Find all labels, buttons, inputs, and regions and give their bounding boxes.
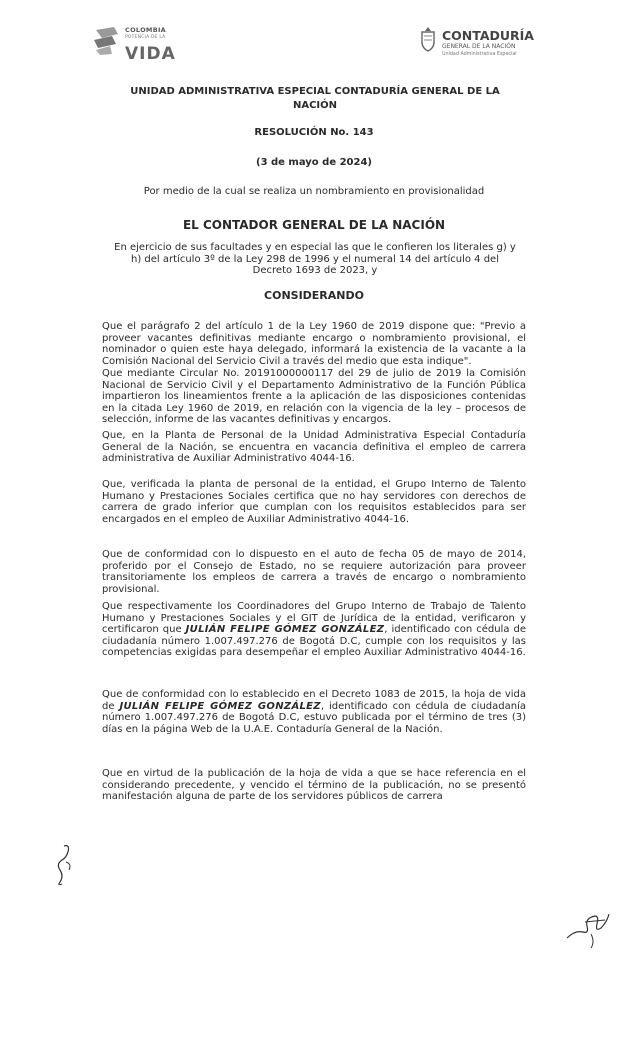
considerando-6-part-a: Que respectivamente los Coordinadores del Grupo Interno de Trabajo de Talento Humano y Prestaciones Sociales y el GIT de Jurídica de la entidad, verificaron y certificaron que <box>102 601 526 636</box>
person-name: JULIÁN FELIPE GÓMEZ GONZÁLEZ <box>119 700 321 712</box>
considerando-5: Que de conformidad con lo dispuesto en el auto de fecha 05 de mayo de 2014, proferido por el Consejo de Estado, no se requiere autorización para proveer transitoriamente los empleos de carrera a través de encargo o nombramiento provisional. <box>102 549 526 595</box>
considerando-7-part-b: , identificado con cédula de ciudadanía número 1.007.497.276 de Bogotá D.C, estuvo publicada por el término de tres (3) días en la página Web de la U.A.E. Contaduría General de la Nación. <box>102 700 526 735</box>
handwritten-initials-left <box>52 842 78 888</box>
resolution-date: (3 de mayo de 2024) <box>256 157 372 168</box>
colombia-potencia-vida-logo <box>92 26 212 62</box>
colombia-logo-mark-icon <box>92 26 120 56</box>
left-logo-tagline: POTENCIA DE LA <box>125 35 166 40</box>
right-logo-sub: GENERAL DE LA NACIÓN <box>442 43 516 50</box>
resolution-subject: Por medio de la cual se realiza un nombramiento en provisionalidad <box>143 186 485 197</box>
considerando-7 <box>102 689 526 735</box>
resolution-number: RESOLUCIÓN No. 143 <box>254 127 374 138</box>
authority-heading: EL CONTADOR GENERAL DE LA NACIÓN <box>182 218 446 232</box>
considerando-8: Que en virtud de la publicación de la hoja de vida a que se hace referencia en el considerando precedente, y vencido el término de la publicación, no se presentó manifestación alguna de parte de los servidores públicos de carrera <box>102 768 526 803</box>
considerando-6 <box>102 601 526 659</box>
contaduria-logo <box>418 26 548 62</box>
considerando-1: Que el parágrafo 2 del artículo 1 de la Ley 1960 de 2019 dispone que: "Previo a proveer vacantes definitivas mediante encargo o nombramiento provisional, el nominador o quien este haya delegado, informará la existencia de la vacante a la Comisión Nacional del Servicio Civil a través del medio que esta indique". <box>102 321 526 367</box>
considering-heading: CONSIDERANDO <box>264 289 364 302</box>
person-name: JULIÁN FELIPE GÓMEZ GONZÁLEZ <box>185 624 385 636</box>
considerando-3: Que, en la Planta de Personal de la Unidad Administrativa Especial Contaduría General de la Nación, se encuentra en vacancia definitiva el empleo de carrera administrativa de Auxiliar Administrativo 4044-16. <box>102 430 526 465</box>
considerando-7-part-a: Que de conformidad con lo establecido en el Decreto 1083 de 2015, la hoja de vida de <box>102 689 526 712</box>
coat-of-arms-icon <box>418 26 438 52</box>
right-logo-line2: Unidad Administrativa Especial <box>442 52 517 57</box>
handwritten-signature-right <box>565 908 615 950</box>
right-logo-name: CONTADURÍA <box>442 28 534 43</box>
considerando-4: Que, verificada la planta de personal de la entidad, el Grupo Interno de Talento Humano y Prestaciones Sociales certifica que no hay servidores con derechos de carrera de grado inferior que cumplan con los requisitos establecidos para ser encargados en el empleo de Auxiliar Administrativo 4044-16. <box>102 479 526 525</box>
left-logo-vida: VIDA <box>125 44 176 64</box>
powers-paragraph: En ejercicio de sus facultades y en especial las que le confieren los literales g) y h) del artículo 3º de la Ley 298 de 1996 y el numeral 14 del artículo 4 del Decreto 1693 de 2023, y <box>114 242 516 277</box>
considerando-6-part-b: , identificado con cédula de ciudadanía número 1.007.497.276 de Bogotá D.C, cumple con los requisitos y las competencias exigidas para desempeñar el empleo Auxiliar Administrativo 4044-16. <box>102 624 526 659</box>
entity-title: UNIDAD ADMINISTRATIVA ESPECIAL CONTADURÍA GENERAL DE LA NACIÓN <box>130 86 500 111</box>
left-logo-brand <box>125 27 166 34</box>
left-logo-brand-line1: COLOMBIA <box>125 26 167 34</box>
considerando-2: Que mediante Circular No. 20191000000117 del 29 de julio de 2019 la Comisión Nacional de Servicio Civil y el Departamento Administrativo de la Función Pública impartieron los lineamientos frente a la aplicación de las disposiciones contenidas en la citada Ley 1960 de 2019, en relación con la vigencia de la ley – procesos de selección, informe de las vacantes definitivas y encargos. <box>102 368 526 426</box>
